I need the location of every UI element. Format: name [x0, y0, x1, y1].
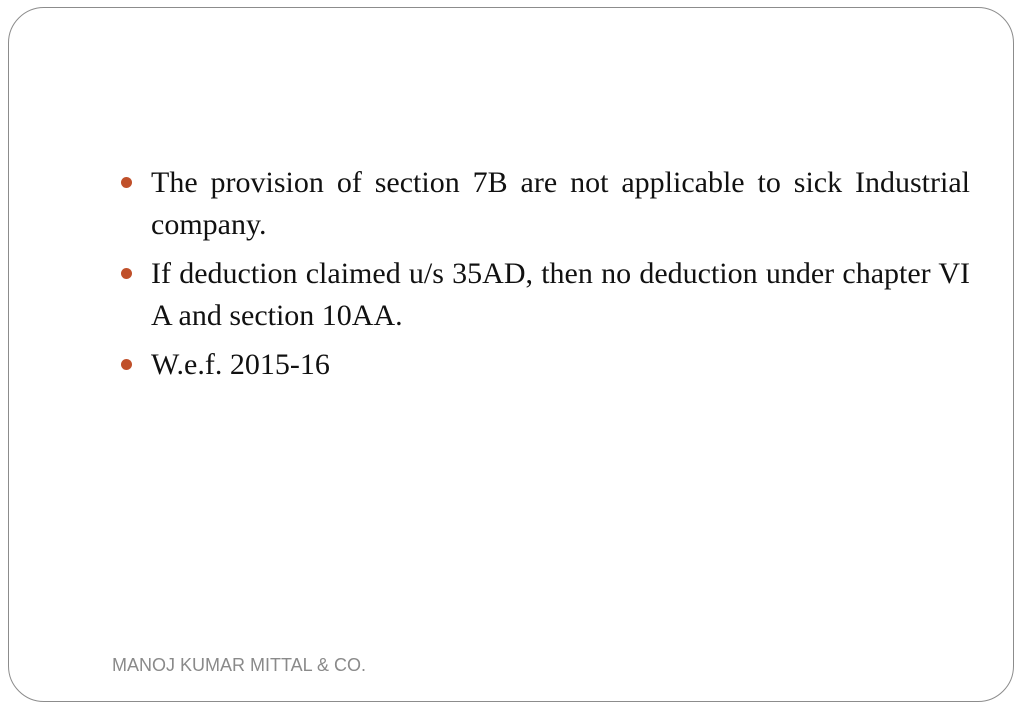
bullet-text: W.e.f. 2015-16 — [151, 348, 330, 381]
bullet-dot-icon — [121, 359, 132, 370]
bullet-list — [116, 162, 970, 393]
bullet-text: The provision of section 7B are not applicable to sick Industrial company. — [151, 166, 970, 241]
bullet-item-2 — [116, 253, 970, 337]
slide-frame — [8, 7, 1014, 702]
bullet-item-3 — [116, 344, 970, 386]
bullet-item-1 — [116, 162, 970, 246]
bullet-dot-icon — [121, 268, 132, 279]
bullet-dot-icon — [121, 177, 132, 188]
bullet-text: If deduction claimed u/s 35AD, then no deduction under chapter VI A and section 10AA. — [151, 257, 970, 332]
footer-company-name: MANOJ KUMAR MITTAL & CO. — [112, 655, 367, 675]
